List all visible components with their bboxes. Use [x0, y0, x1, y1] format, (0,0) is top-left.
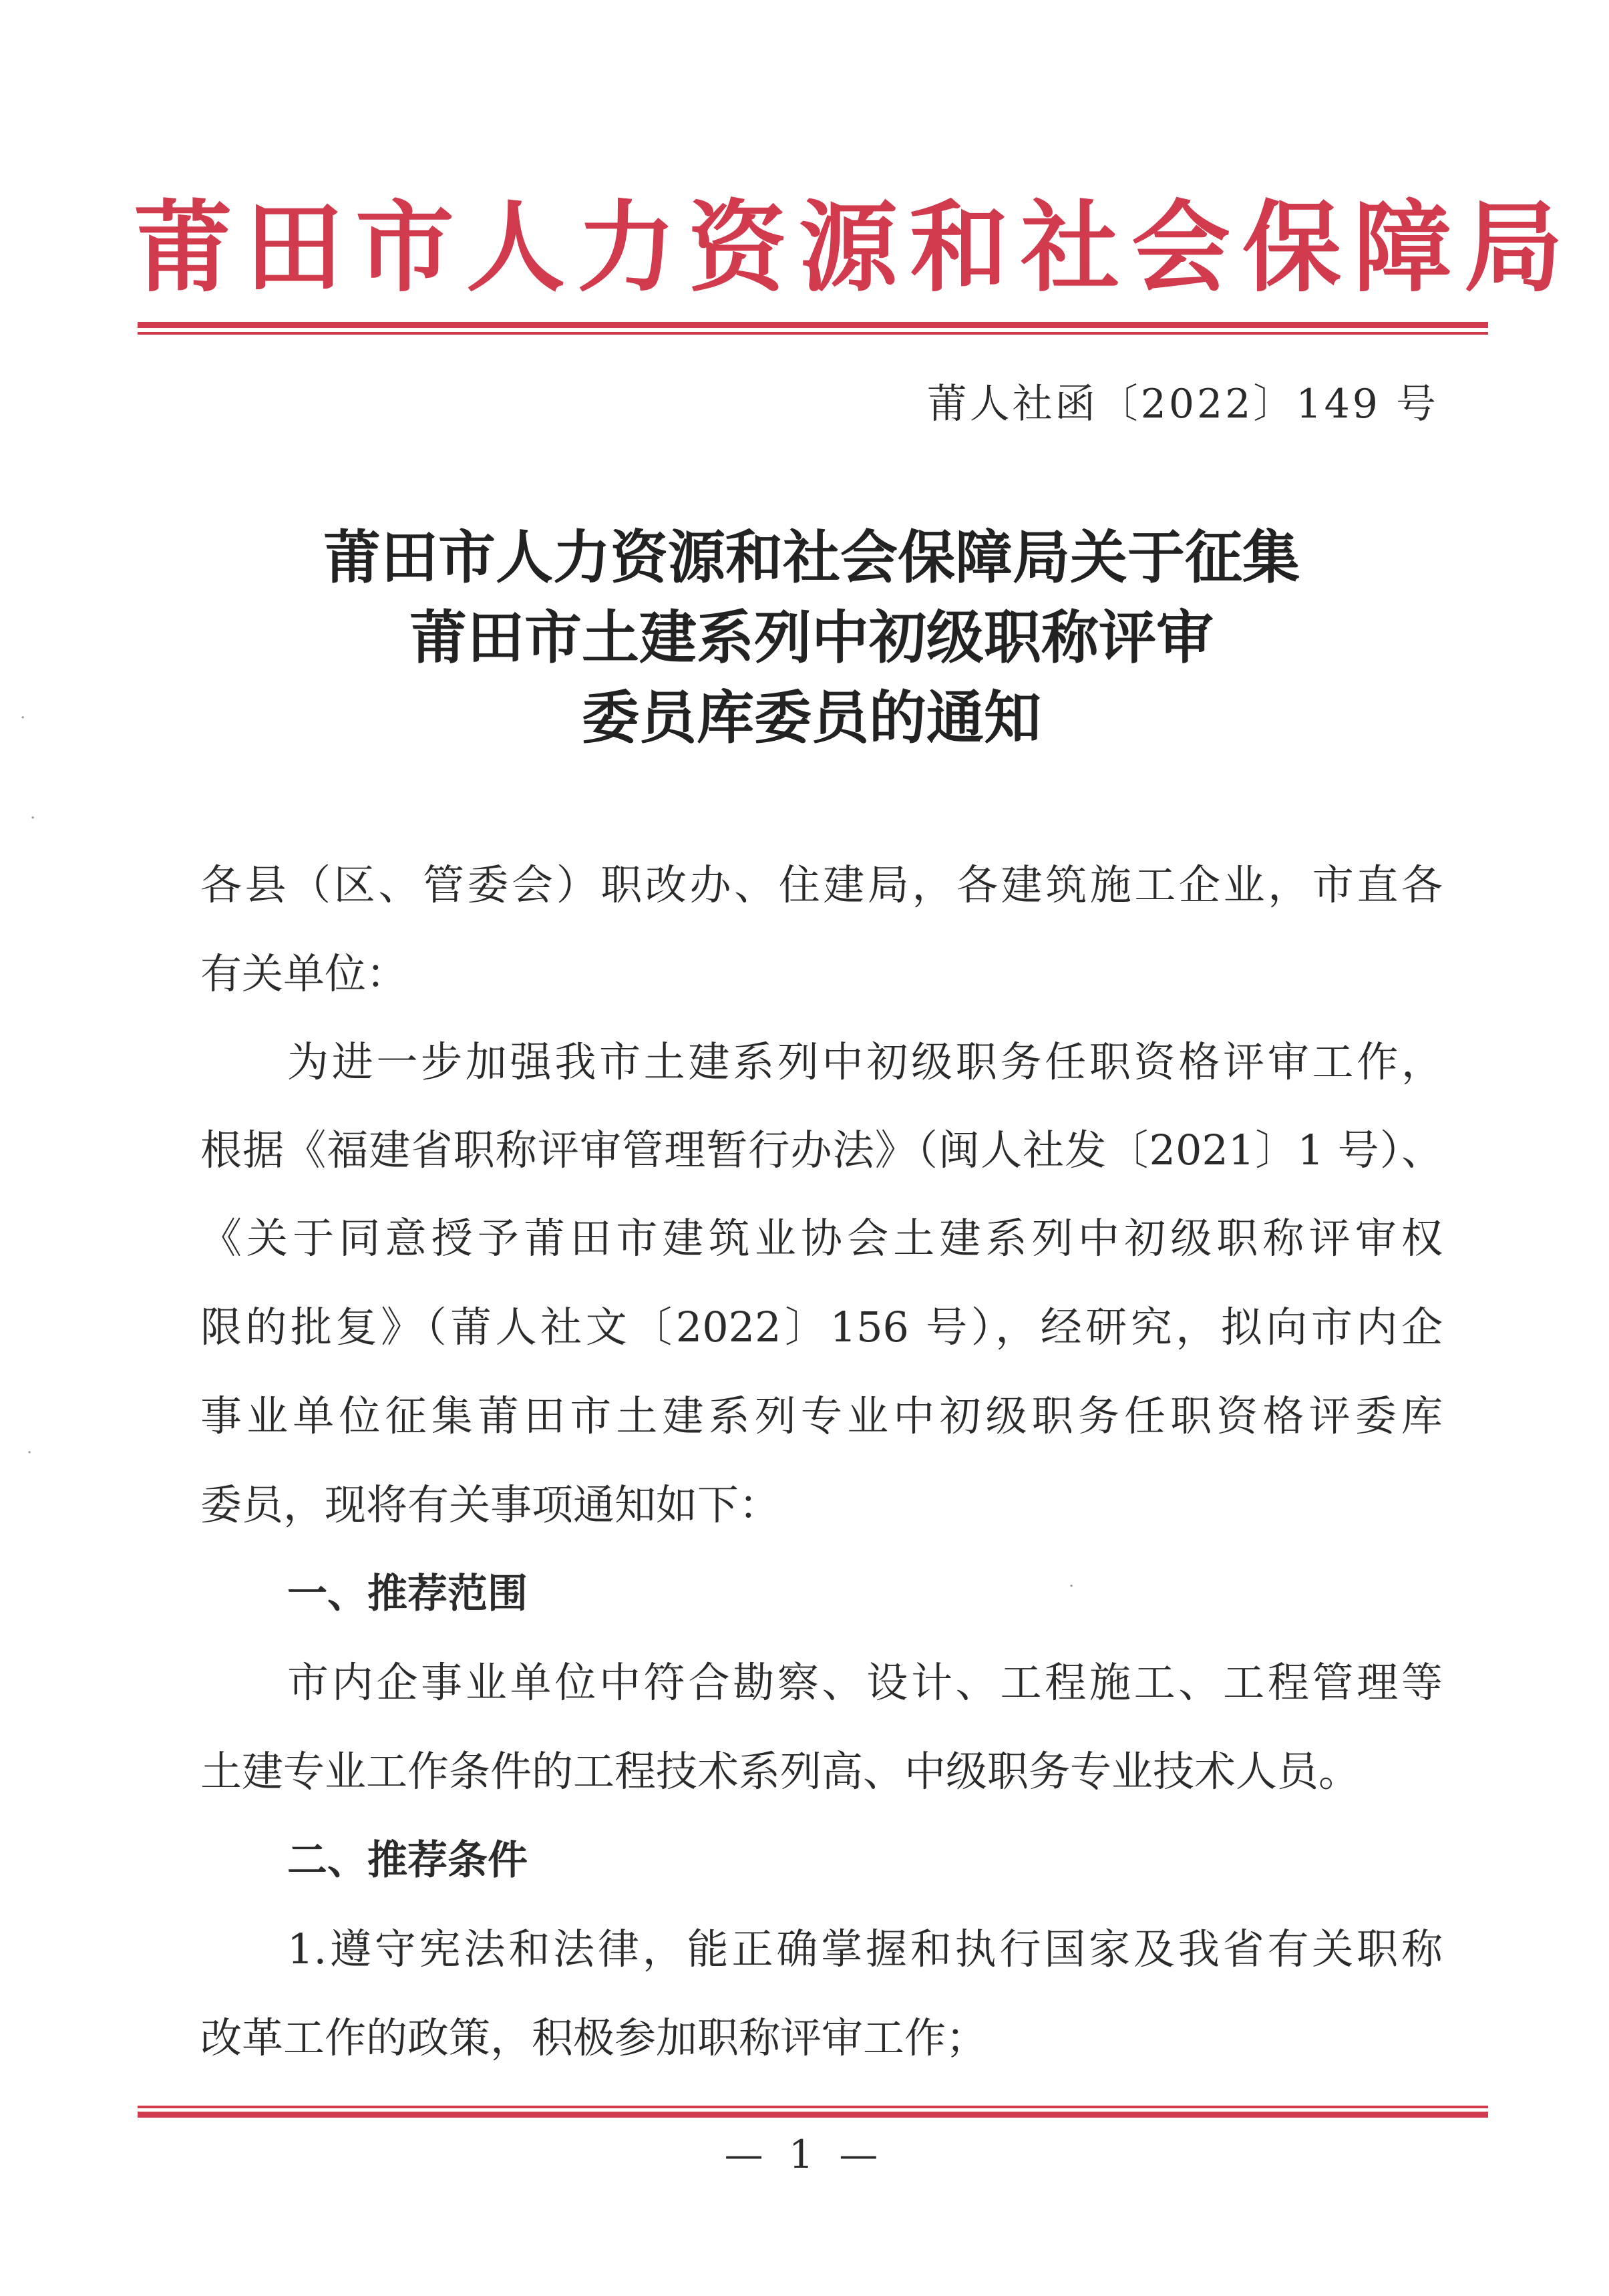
- page-number: — 1 —: [724, 2132, 885, 2177]
- scan-speck: ·: [1069, 1577, 1075, 1597]
- scan-speck: ·: [20, 708, 26, 728]
- paragraph-line: 土建专业工作条件的工程技术系列高、中级职务专业技术人员。: [200, 1747, 1361, 1796]
- footer-red-rule-thick: [138, 2112, 1488, 2118]
- section-heading-scope: 一、推荐范围: [287, 1571, 528, 1617]
- paragraph-line: 限的批复》（莆人社文〔2022〕156 号），经研究，拟向市内企: [200, 1303, 1443, 1351]
- paragraph-line: 1.遵守宪法和法律，能正确掌握和执行国家及我省有关职称: [287, 1925, 1443, 1973]
- letterhead-red-rule-thick: [138, 322, 1488, 328]
- letterhead-org-name: 莆田市人力资源和社会保障局: [134, 189, 1575, 305]
- letterhead-red-rule-thin: [138, 332, 1488, 335]
- paragraph-line: 根据《福建省职称评审管理暂行办法》（闽人社发〔2021〕1 号）、: [200, 1126, 1443, 1174]
- footer-red-rule-thin: [138, 2106, 1488, 2108]
- paragraph-line: 改革工作的政策，积极参加职称评审工作；: [200, 2013, 988, 2062]
- salutation-line-2: 有关单位：: [200, 949, 408, 998]
- paragraph-line: 为进一步加强我市土建系列中初级职务任职资格评审工作，: [287, 1037, 1443, 1086]
- paragraph-line: 市内企事业单位中符合勘察、设计、工程施工、工程管理等: [287, 1658, 1443, 1707]
- paragraph-line: 事业单位征集莆田市土建系列专业中初级职务任职资格评委库: [200, 1391, 1443, 1440]
- paragraph-line: 委员，现将有关事项通知如下：: [200, 1480, 781, 1529]
- title-line-3: 委员库委员的通知: [582, 685, 1041, 752]
- paragraph-line: 《关于同意授予莆田市建筑业协会土建系列中初级职称评审权: [200, 1214, 1443, 1263]
- scan-speck: ·: [30, 808, 36, 828]
- title-line-2: 莆田市土建系列中初级职称评审: [409, 605, 1214, 671]
- scan-speck: ·: [27, 1443, 33, 1463]
- salutation-line-1: 各县（区、管委会）职改办、住建局，各建筑施工企业，市直各: [200, 860, 1443, 909]
- document-number: 莆人社函〔2022〕149 号: [926, 381, 1439, 428]
- section-heading-conditions: 二、推荐条件: [287, 1837, 528, 1884]
- title-line-1: 莆田市人力资源和社会保障局关于征集: [323, 524, 1300, 591]
